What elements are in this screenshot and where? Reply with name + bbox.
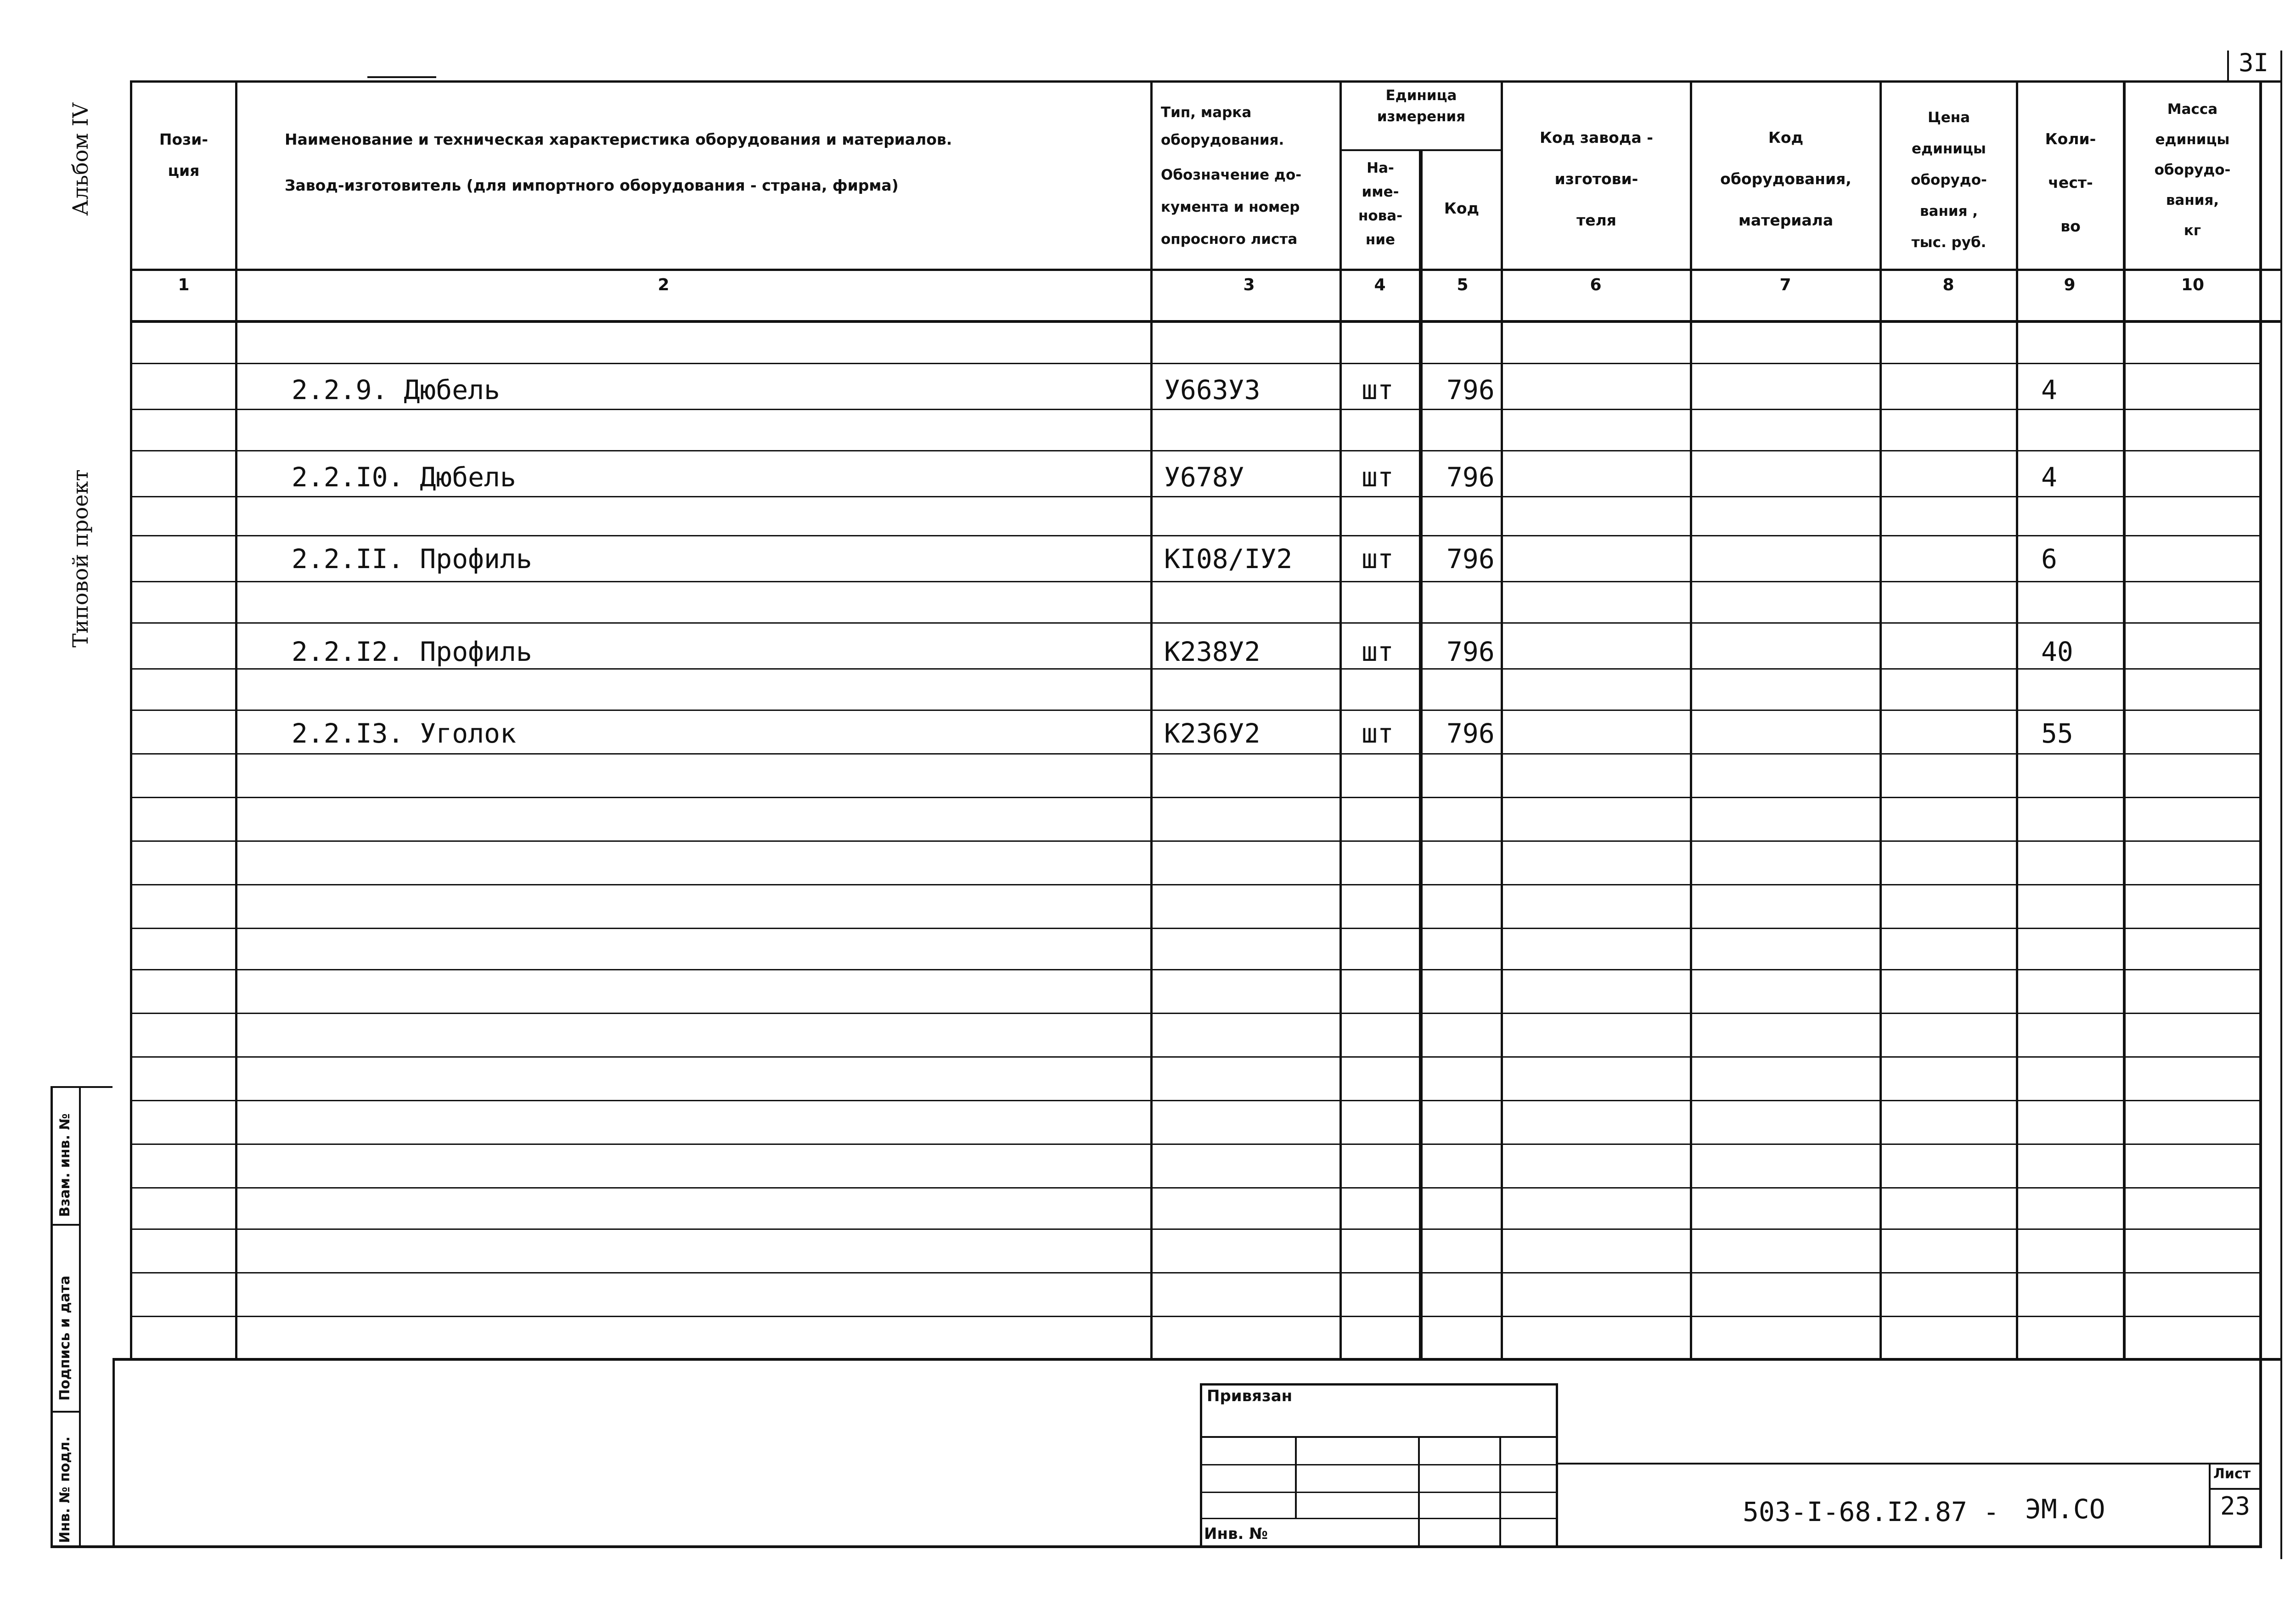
sheet-value: 23 [2220, 1492, 2251, 1521]
column-number: 10 [2181, 276, 2205, 294]
document-suffix: ЭМ.СО [2025, 1493, 2105, 1525]
row-line [130, 1272, 2259, 1273]
column-number: 7 [1779, 276, 1791, 294]
row-line [130, 884, 2259, 885]
item-type: К236У2 [1164, 718, 1261, 749]
inv-original-label: Инв. № подл. [57, 1436, 73, 1543]
header-type: Тип, марка оборудования. Обозначение до- кумента и номер опросного листа [1161, 104, 1302, 248]
row-line [130, 840, 2259, 842]
project-label: Типовой проект [68, 469, 93, 648]
header-name: Наименование и техническая характеристика оборудования и материалов. Завод-изготовитель (для импортного оборудования - страна, фирма) [285, 130, 952, 194]
item-name: 2.2.II. Профиль [292, 543, 532, 575]
row-line [130, 1228, 2259, 1230]
row-line [130, 1316, 2259, 1317]
item-unit-code: 796 [1446, 543, 1495, 575]
item-name: 2.2.9. Дюбель [292, 374, 500, 406]
item-quantity: 6 [2041, 543, 2057, 575]
row-line [130, 622, 2259, 624]
signature-date-label: Подпись и дата [57, 1275, 73, 1401]
sheet-number-top: 3I [2239, 48, 2269, 77]
header-factory-code: Код завода - изготови- теля [1540, 129, 1653, 229]
item-unit-code: 796 [1446, 718, 1495, 749]
item-quantity: 4 [2041, 462, 2057, 493]
item-name: 2.2.I2. Профиль [292, 636, 532, 667]
header-unit-name: На- име- нова- ние [1358, 160, 1403, 248]
column-number: 6 [1590, 276, 1602, 294]
item-unit: шт [1362, 636, 1394, 667]
inv-no-label: Инв. № [1204, 1525, 1268, 1543]
column-number: 2 [658, 276, 670, 294]
row-line [130, 969, 2259, 970]
row-line [130, 928, 2259, 929]
row-line [130, 581, 2259, 582]
row-line [130, 1100, 2259, 1101]
item-name: 2.2.I0. Дюбель [292, 462, 516, 493]
row-line [130, 1144, 2259, 1145]
item-quantity: 40 [2041, 636, 2073, 667]
row-line [130, 1187, 2259, 1189]
row-line [130, 668, 2259, 670]
item-type: У663У3 [1164, 374, 1261, 406]
item-unit: шт [1362, 374, 1394, 406]
item-quantity: 55 [2041, 718, 2073, 749]
row-line [130, 409, 2259, 410]
album-label: Альбом IV [68, 102, 93, 216]
column-number: 5 [1457, 276, 1469, 294]
inv-replace-label: Взам. инв. № [57, 1113, 73, 1217]
header-mass: Масса единицы оборудо- вания, кг [2154, 101, 2231, 239]
attached-label: Привязан [1207, 1387, 1293, 1405]
header-price: Цена единицы оборудо- вания , тыс. руб. [1911, 109, 1987, 251]
item-type: К238У2 [1164, 636, 1261, 667]
row-line [130, 1056, 2259, 1058]
item-type: КI08/IУ2 [1164, 543, 1293, 575]
sheet-label: Лист [2213, 1466, 2251, 1482]
column-number: 4 [1374, 276, 1386, 294]
row-line [130, 710, 2259, 711]
header-quantity: Коли- чест- во [2045, 130, 2096, 235]
item-unit-code: 796 [1446, 636, 1495, 667]
row-line [130, 535, 2259, 536]
item-unit-code: 796 [1446, 462, 1495, 493]
item-unit: шт [1362, 543, 1394, 575]
column-number: 9 [2064, 276, 2076, 294]
column-number: 3 [1243, 276, 1255, 294]
item-unit: шт [1362, 718, 1394, 749]
column-number: 8 [1942, 276, 1954, 294]
header-unit-code: Код [1444, 199, 1480, 217]
row-line [130, 1013, 2259, 1014]
row-line [130, 363, 2259, 364]
column-number: 1 [178, 276, 190, 294]
document-code: 503-I-68.I2.87 - [1743, 1496, 1999, 1527]
header-position: Пози- ция [159, 130, 208, 180]
item-type: У678У [1164, 462, 1244, 493]
row-line [130, 753, 2259, 755]
row-line [130, 797, 2259, 798]
header-unit-group: Единица измерения [1377, 87, 1466, 125]
header-equipment-code: Код оборудования, материала [1720, 129, 1851, 229]
item-name: 2.2.I3. Уголок [292, 718, 516, 749]
item-unit: шт [1362, 462, 1394, 493]
item-unit-code: 796 [1446, 374, 1495, 406]
row-line [130, 496, 2259, 497]
row-line [130, 450, 2259, 451]
item-quantity: 4 [2041, 374, 2057, 406]
